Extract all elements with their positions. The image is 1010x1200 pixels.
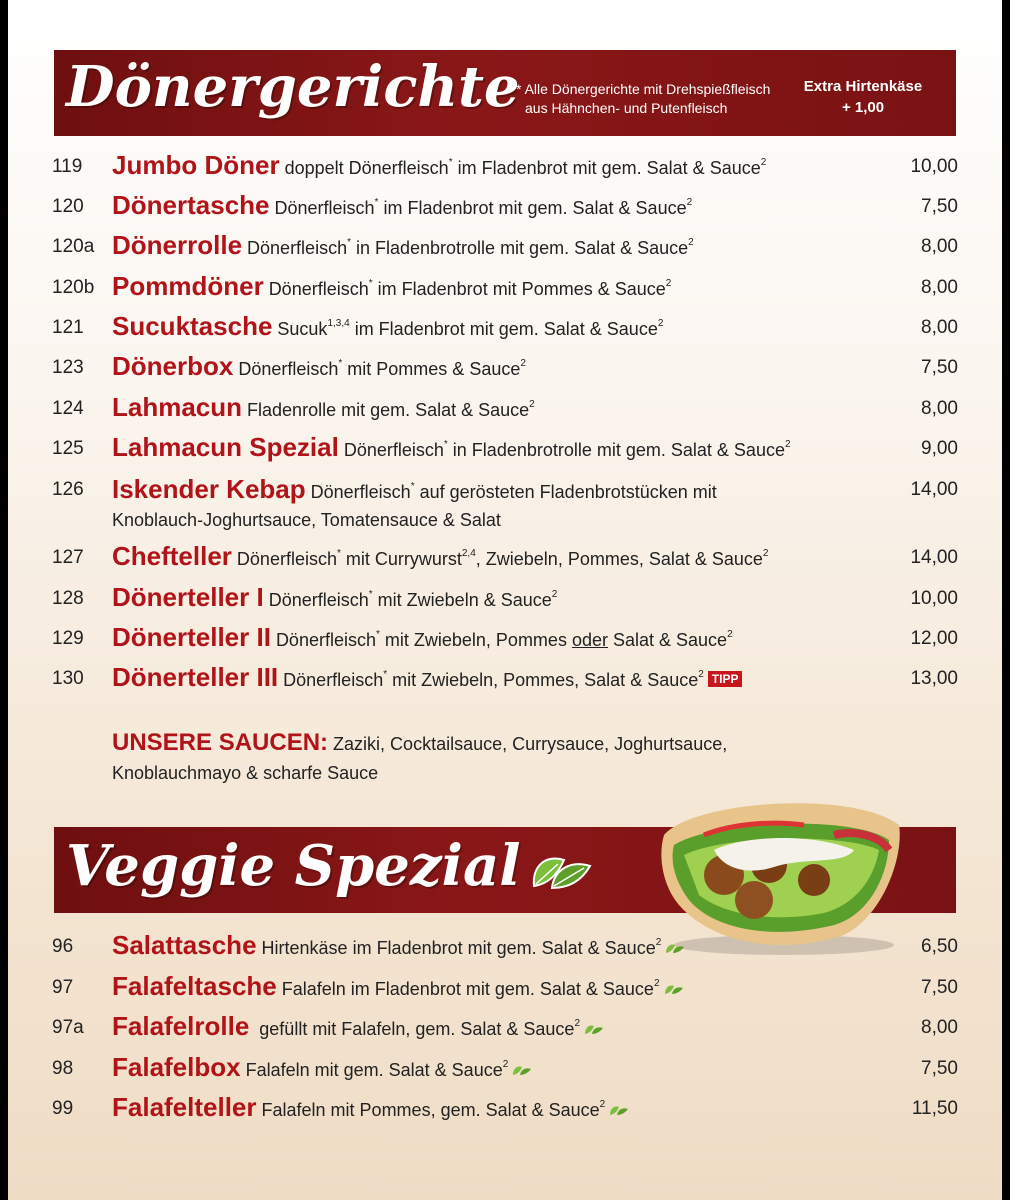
item-number: 126 — [52, 479, 84, 500]
item-number: 130 — [52, 668, 84, 689]
item-desc-text: doppelt Dönerfleisch — [284, 158, 449, 178]
sauces-info — [112, 728, 792, 788]
item-price: 13,00 — [910, 668, 958, 689]
item-desc-text: Falafeln mit Pommes, gem. Salat & Sauce — [261, 1100, 600, 1120]
item-price: 7,50 — [921, 977, 958, 998]
item-desc-text: mit Zwiebeln, Pommes, Salat & Sauce — [387, 670, 699, 690]
footnote-mark: 2 — [665, 278, 672, 289]
footnote-mark: 2 — [520, 358, 526, 369]
item-description — [112, 1052, 872, 1083]
item-number: 120b — [52, 277, 95, 298]
menu-item-row — [52, 622, 958, 656]
note-line-2: aus Hähnchen- und Putenfleisch — [525, 100, 728, 116]
menu-item-row — [52, 230, 958, 264]
item-desc-text: Dönerfleisch — [236, 549, 337, 569]
item-desc-text: Hirtenkäse im Fladenbrot mit gem. Salat & Sauce — [261, 938, 656, 958]
menu-item-row — [52, 392, 958, 426]
item-price: 7,50 — [921, 357, 958, 378]
footnote-mark: * — [410, 481, 415, 492]
footnote-mark: 2 — [688, 237, 694, 248]
veggie-section-title: Veggie Spezial — [66, 833, 521, 899]
footnote-mark: 1,3,4 — [327, 318, 350, 329]
menu-item-row — [52, 271, 958, 305]
item-desc-text: im Fladenbrot mit Pommes & Sauce — [372, 279, 666, 299]
footnote-mark: 2 — [784, 439, 791, 450]
footnote-mark: * — [347, 237, 351, 248]
sauces-text: Zaziki, Cocktailsauce, Currysauce, Joghurtsauce, — [333, 734, 728, 754]
item-name: Jumbo Döner — [112, 150, 280, 180]
item-description — [112, 1092, 872, 1123]
item-price: 14,00 — [910, 479, 958, 500]
item-number: 123 — [52, 357, 84, 378]
sauces-heading: UNSERE SAUCEN: — [112, 729, 329, 756]
item-description — [112, 150, 872, 181]
menu-item-row — [52, 582, 958, 616]
footnote-mark: * — [336, 548, 341, 559]
menu-item-row — [52, 1011, 958, 1045]
item-desc-text: im Fladenbrot mit gem. Salat & Sauce — [349, 319, 658, 339]
item-number: 97 — [52, 977, 74, 998]
item-desc-text: Dönerfleisch — [238, 359, 339, 379]
item-description — [112, 432, 872, 463]
item-name: Falafelteller — [112, 1092, 257, 1122]
item-description — [112, 473, 812, 534]
item-name: Lahmacun Spezial — [112, 432, 339, 462]
footnote-mark: * — [383, 669, 388, 680]
item-desc-text: Salat & Sauce — [607, 630, 728, 650]
item-price: 8,00 — [921, 236, 958, 257]
item-number: 125 — [52, 438, 84, 459]
footnote-mark: * — [374, 197, 379, 208]
item-description — [112, 311, 872, 342]
veggie-leaf-icon — [664, 983, 684, 995]
item-price: 7,50 — [921, 1058, 958, 1079]
footnote-mark: * — [443, 439, 448, 450]
extra-cheese — [788, 76, 938, 118]
note-line-1: * Alle Dönergerichte mit Drehspießfleisch — [516, 81, 771, 97]
item-price: 8,00 — [921, 1017, 958, 1038]
item-desc-text: im Fladenbrot mit gem. Salat & Sauce — [378, 198, 687, 218]
item-number: 124 — [52, 398, 84, 419]
item-name: Chefteller — [112, 541, 232, 571]
menu-item-row — [52, 473, 958, 530]
menu-item-row — [52, 930, 958, 964]
item-desc-text: Dönerfleisch — [343, 440, 444, 460]
item-name: Dönerteller II — [112, 622, 271, 652]
item-name: Falafelrolle — [112, 1011, 250, 1041]
item-price: 12,00 — [910, 628, 958, 649]
item-name: Iskender Kebap — [112, 474, 306, 504]
item-desc-underlined: oder — [571, 630, 608, 650]
item-number: 129 — [52, 628, 84, 649]
item-desc-text: Dönerfleisch — [268, 590, 369, 610]
footnote-mark: 2 — [551, 589, 558, 600]
veggie-leaf-icon — [512, 1064, 532, 1076]
footnote-mark: * — [368, 278, 373, 289]
item-number: 121 — [52, 317, 84, 338]
item-number: 128 — [52, 588, 84, 609]
item-name: Pommdöner — [112, 271, 264, 301]
footnote-mark: 2 — [727, 629, 733, 640]
menu-item-row — [52, 971, 958, 1005]
footnote-mark: * — [375, 629, 380, 640]
item-description — [112, 662, 872, 693]
veggie-leaf-icon — [609, 1104, 629, 1116]
doener-section-title: Dönergerichte — [66, 54, 520, 120]
tipp-badge: TIPP — [708, 671, 743, 687]
item-name: Dönerteller III — [112, 662, 279, 692]
footnote-mark: 2,4 — [461, 548, 476, 559]
item-description — [112, 971, 872, 1002]
menu-item-row — [52, 351, 958, 385]
item-desc-text: Dönerfleisch — [247, 238, 348, 258]
menu-item-row — [52, 150, 958, 184]
item-desc-text: Dönerfleisch — [275, 630, 376, 650]
item-desc-text: im Fladenbrot mit gem. Salat & Sauce — [452, 158, 761, 178]
item-description — [112, 190, 872, 221]
item-number: 96 — [52, 936, 74, 957]
item-price: 8,00 — [921, 277, 958, 298]
footnote-mark: 2 — [655, 937, 662, 948]
item-number: 120 — [52, 196, 84, 217]
footnote-mark: 2 — [599, 1099, 606, 1110]
item-price: 8,00 — [921, 398, 958, 419]
item-desc-text: Dönerfleisch — [310, 482, 411, 502]
footnote-mark: 2 — [762, 548, 769, 559]
item-name: Falafelbox — [112, 1052, 241, 1082]
veggie-leaf-icon — [528, 846, 594, 894]
item-description — [112, 271, 872, 302]
item-desc-text: Sucuk — [277, 319, 328, 339]
footnote-mark: 2 — [760, 157, 767, 168]
footnote-mark: * — [338, 358, 343, 369]
item-name: Dönerbox — [112, 351, 234, 381]
item-desc-text: Dönerfleisch — [268, 279, 369, 299]
item-desc-text: auf gerösteten Fladenbrotstücken mit Knoblauch-Joghurtsauce, Tomatensauce & Salat — [112, 482, 717, 530]
item-price: 9,00 — [921, 438, 958, 459]
footnote-mark: 2 — [686, 197, 693, 208]
item-desc-text: mit Zwiebeln, Pommes — [379, 630, 572, 650]
item-name: Dönerteller I — [112, 582, 264, 612]
item-desc-text: , Zwiebeln, Pommes, Salat & Sauce — [475, 549, 763, 569]
menu-item-row — [52, 1052, 958, 1086]
footnote-mark: 2 — [502, 1059, 509, 1070]
item-desc-text: Dönerfleisch — [274, 198, 375, 218]
item-name: Lahmacun — [112, 392, 243, 422]
item-description — [112, 230, 872, 261]
item-name: Dönerrolle — [112, 230, 243, 260]
item-desc-text: gefüllt mit Falafeln, gem. Salat & Sauce — [254, 1019, 575, 1039]
item-desc-text: Fladenrolle mit gem. Salat & Sauce — [247, 400, 530, 420]
item-number: 97a — [52, 1017, 84, 1038]
item-number: 98 — [52, 1058, 74, 1079]
footnote-mark: 2 — [698, 669, 704, 680]
item-price: 10,00 — [910, 156, 958, 177]
footnote-mark: 2 — [657, 318, 664, 329]
item-price: 14,00 — [910, 547, 958, 568]
menu-page — [8, 0, 1002, 1200]
item-description — [112, 582, 872, 613]
footnote-mark: 2 — [574, 1018, 581, 1029]
item-description — [112, 1011, 872, 1042]
item-price: 6,50 — [921, 936, 958, 957]
item-desc-text: in Fladenbrotrolle mit gem. Salat & Sauce — [350, 238, 689, 258]
footnote-mark: * — [368, 589, 373, 600]
item-price: 10,00 — [910, 588, 958, 609]
item-name: Sucuktasche — [112, 311, 273, 341]
extra-cheese-price: + 1,00 — [841, 99, 885, 116]
veggie-leaf-icon — [665, 942, 685, 954]
item-desc-text: mit Currywurst — [340, 549, 462, 569]
menu-item-row — [52, 190, 958, 224]
menu-item-row — [52, 541, 958, 575]
item-name: Salattasche — [112, 930, 257, 960]
item-desc-text: Falafeln im Fladenbrot mit gem. Salat & Sauce — [281, 979, 654, 999]
menu-item-row — [52, 662, 958, 696]
item-desc-text: Dönerfleisch — [283, 670, 384, 690]
item-price: 7,50 — [921, 196, 958, 217]
doener-banner — [54, 50, 956, 136]
extra-cheese-label: Extra Hirtenkäse — [803, 78, 923, 95]
item-description — [112, 351, 872, 382]
item-name: Dönertasche — [112, 190, 270, 220]
item-number: 119 — [52, 156, 83, 177]
item-desc-text: mit Zwiebeln & Sauce — [372, 590, 552, 610]
item-desc-text: in Fladenbrotrolle mit gem. Salat & Sauce — [447, 440, 785, 460]
doener-meat-note — [516, 80, 816, 118]
footnote-mark: 2 — [529, 399, 535, 410]
footnote-mark: * — [448, 157, 453, 168]
item-description — [112, 622, 872, 653]
item-desc-text: Falafeln mit gem. Salat & Sauce — [245, 1060, 503, 1080]
item-price: 11,50 — [911, 1098, 958, 1119]
footnote-mark: 2 — [653, 978, 660, 989]
item-desc-text: mit Pommes & Sauce — [342, 359, 521, 379]
veggie-leaf-icon — [584, 1023, 604, 1035]
item-number: 99 — [52, 1098, 74, 1119]
menu-item-row — [52, 432, 958, 466]
item-description — [112, 392, 872, 423]
menu-item-row — [52, 311, 958, 345]
item-name: Falafeltasche — [112, 971, 277, 1001]
menu-item-row — [52, 1092, 958, 1126]
sauces-text-2: Knoblauchmayo & scharfe Sauce — [112, 763, 379, 783]
item-description — [112, 541, 872, 572]
item-number: 127 — [52, 547, 84, 568]
item-price: 8,00 — [921, 317, 958, 338]
item-number: 120a — [52, 236, 95, 257]
item-description — [112, 930, 872, 961]
